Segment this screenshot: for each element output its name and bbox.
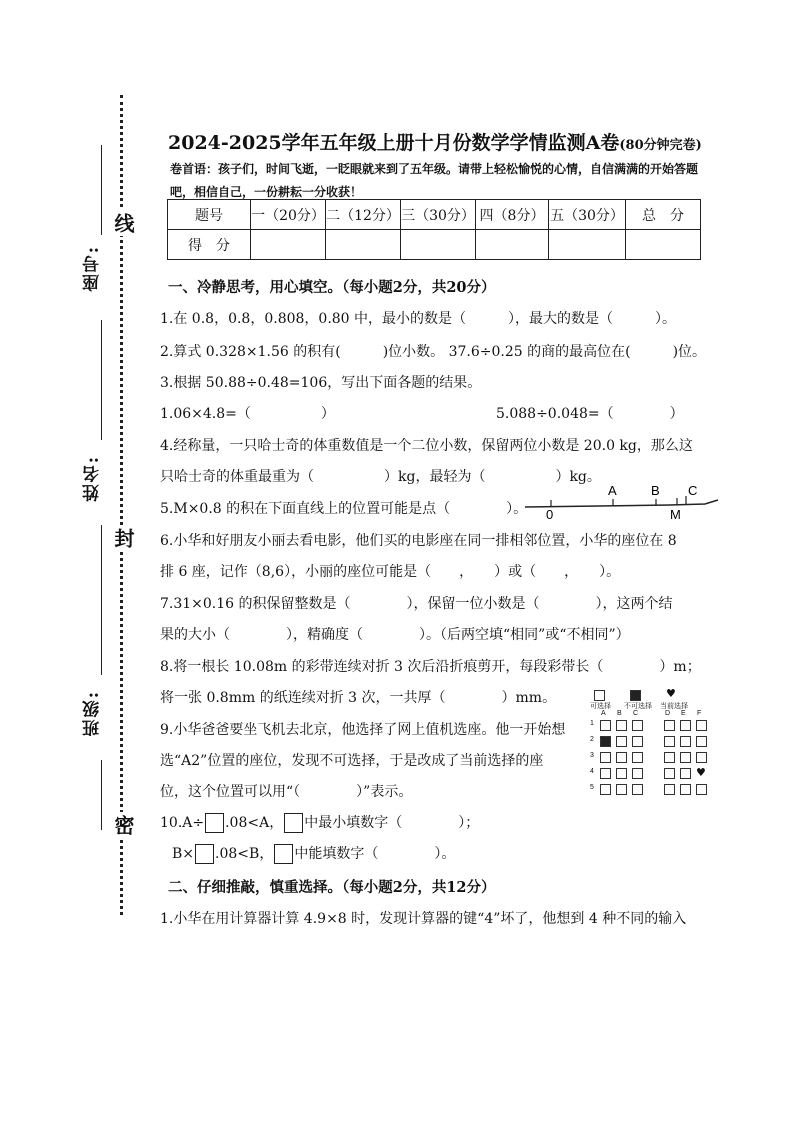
question-1: 1.在 0.8，0.8，0.808，0.80 中，最小的数是（ ），最大的数是（ ）。 <box>160 311 677 327</box>
seat-available[interactable] <box>680 752 691 763</box>
score-header-cell: 三（30分） <box>401 200 476 230</box>
legend-available-label: 可选择 <box>590 703 611 710</box>
seat-column-label: B <box>617 710 622 717</box>
number-line-axis <box>525 500 718 507</box>
seat-available[interactable] <box>696 736 707 747</box>
seat-available[interactable] <box>664 752 675 763</box>
score-table-score-row <box>168 230 701 260</box>
q10-expr-b: .08<A， <box>225 815 284 831</box>
question-6-line1: 6.小华和好朋友小丽去看电影，他们买的电影座在同一排相邻位置，小华的座位在 8 <box>160 533 677 549</box>
exam-time-note: (80分钟完卷) <box>619 138 702 153</box>
score-row-label: 得 分 <box>168 230 251 260</box>
q10-expr-c: 中最小填数字（ ）； <box>304 815 480 831</box>
q10-blank-box-ref <box>284 813 303 833</box>
section2-question-1: 1.小华在用计算器计算 4.9×8 时，发现计算器的键“4”坏了，他想到 4 种不同的输入 <box>160 911 687 927</box>
score-cell[interactable] <box>476 230 549 260</box>
seat-available[interactable] <box>664 768 675 779</box>
seat-row-label: 4 <box>590 768 594 775</box>
exam-intro: 卷首语：孩子们，时间飞逝，一眨眼就来到了五年级。请带上轻松愉悦的心情，自信满满的开始答题吧，相信自己，一份耕耘一分收获！ <box>170 162 699 199</box>
seat-available[interactable] <box>680 784 691 795</box>
seal-secret-char: 密 <box>109 812 138 838</box>
seat-available[interactable] <box>600 720 611 731</box>
score-header-cell: 题号 <box>168 200 251 230</box>
seat-available[interactable] <box>600 752 611 763</box>
question-6-line2: 排 6 座，记作（8,6），小丽的座位可能是（ ， ）或（ ， ）。 <box>160 564 621 580</box>
question-4-line1: 4.经称量，一只哈士奇的体重数值是一个二位小数，保留两位小数是 20.0 kg，那么这 <box>160 438 693 454</box>
seat-available[interactable] <box>600 768 611 779</box>
seat-available[interactable] <box>632 720 643 731</box>
seat-available[interactable] <box>664 736 675 747</box>
q10-blank-box-2-ref <box>274 844 293 864</box>
seat-available[interactable] <box>680 736 691 747</box>
question-4-line2: 只哈士奇的体重最重为（ ）kg，最轻为（ ）kg。 <box>160 469 601 485</box>
score-header-cell: 一（20分） <box>251 200 326 230</box>
question-3b: 5.088÷0.048=（ ） <box>496 406 684 422</box>
legend-unavailable-icon <box>630 690 641 701</box>
name-field[interactable] <box>101 525 102 675</box>
seat-available[interactable] <box>616 720 627 731</box>
q10-expr-d: B× <box>172 846 195 862</box>
q10-expr-f: 中能填数字（ ）。 <box>294 846 456 862</box>
seal-seal-char: 封 <box>109 525 138 551</box>
seat-number-field[interactable] <box>101 145 102 235</box>
section2-heading: 二、仔细推敲，慎重选择。（每小题2分，共12分） <box>168 879 496 896</box>
score-table <box>167 199 701 260</box>
point-label-0: 0 <box>546 507 554 522</box>
seat-row-label: 5 <box>590 784 594 791</box>
exam-title-text: 2024-2025学年五年级上册十月份数学学情监测A卷 <box>168 132 620 154</box>
score-cell[interactable] <box>626 230 701 260</box>
seat-column-label: E <box>681 710 686 717</box>
score-table-header-row <box>168 200 701 230</box>
legend-available-icon <box>594 690 605 701</box>
score-header-cell: 总 分 <box>626 200 701 230</box>
question-7-line1: 7.31×0.16 的积保留整数是（ ），保留一位小数是（ ），这两个结 <box>160 596 673 612</box>
q10-blank-box[interactable] <box>205 813 224 833</box>
seat-column-label: D <box>665 710 671 717</box>
seat-column-label: A <box>601 710 606 717</box>
question-2: 2.算式 0.328×1.56 的积有( )位小数。 37.6÷0.25 的商的最高位在( )位。 <box>160 344 707 360</box>
class-field[interactable] <box>101 760 102 830</box>
point-label-c: C <box>688 483 698 498</box>
legend-selected-label: 当前选择 <box>660 703 688 710</box>
question-9-line3: 位，这个位置可以用“（ ）”表示。 <box>160 784 413 800</box>
seat-selected-heart-icon[interactable]: ♥ <box>696 766 706 779</box>
seat-available[interactable] <box>632 736 643 747</box>
score-cell[interactable] <box>401 230 476 260</box>
seat-available[interactable] <box>696 752 707 763</box>
seat-available[interactable] <box>680 720 691 731</box>
question-3: 3.根据 50.88÷0.48=106，写出下面各题的结果。 <box>160 375 482 391</box>
seat-available[interactable] <box>696 720 707 731</box>
question-9-line1: 9.小华爸爸要坐飞机去北京，他选择了网上值机选座。他一开始想 <box>160 722 566 738</box>
seat-available[interactable] <box>696 784 707 795</box>
seat-available[interactable] <box>632 752 643 763</box>
seat-available[interactable] <box>664 720 675 731</box>
score-header-cell: 二（12分） <box>326 200 401 230</box>
score-header-cell: 五（30分） <box>549 200 626 230</box>
score-cell[interactable] <box>251 230 326 260</box>
point-label-a: A <box>608 483 617 498</box>
seat-column-label: C <box>633 710 639 717</box>
seal-line-char: 线 <box>109 210 138 236</box>
score-cell[interactable] <box>326 230 401 260</box>
name-label: 姓名: <box>83 455 103 502</box>
seat-number-label: 座号: <box>83 245 103 292</box>
seat-column-label: F <box>697 710 702 717</box>
exam-title <box>168 128 702 155</box>
seat-unavailable[interactable] <box>600 736 611 747</box>
question-9-line2: 选“A2”位置的座位，发现不可选择，于是改成了当前选择的座 <box>160 753 544 769</box>
q10-expr-a: 10.A÷ <box>160 815 205 831</box>
score-header-cell: 四（8分） <box>476 200 549 230</box>
question-8-line1: 8.将一根长 10.08m 的彩带连续对折 3 次后沿折痕剪开，每段彩带长（ ）m； <box>160 659 701 675</box>
legend-unavailable-label: 不可选择 <box>624 703 652 710</box>
seat-number-line <box>101 320 102 440</box>
number-line <box>520 482 720 522</box>
seat-available[interactable] <box>600 784 611 795</box>
point-label-b: B <box>651 483 660 498</box>
seat-available[interactable] <box>680 768 691 779</box>
question-8-line2: 将一张 0.8mm 的纸连续对折 3 次，一共厚（ ）mm。 <box>160 690 557 706</box>
score-cell[interactable] <box>549 230 626 260</box>
seat-row-label: 1 <box>590 720 594 727</box>
question-3a: 1.06×4.8=（ ） <box>160 406 335 422</box>
seat-available[interactable] <box>632 784 643 795</box>
question-10-line1 <box>160 812 479 833</box>
seat-available[interactable] <box>616 768 627 779</box>
seat-available[interactable] <box>632 768 643 779</box>
question-5: 5.M×0.8 的积在下面直线上的位置可能是点（ ）。 <box>160 501 528 517</box>
section1-heading: 一、冷静思考，用心填空。（每小题2分，共20分） <box>168 279 496 296</box>
question-7-line2: 果的大小（ ），精确度（ ）。（后两空填“相同”或“不相同”） <box>160 627 630 643</box>
seat-available[interactable] <box>616 752 627 763</box>
seat-row-label: 3 <box>590 752 594 759</box>
seat-available[interactable] <box>616 784 627 795</box>
legend-selected-heart-icon: ♥ <box>666 687 676 700</box>
seat-available[interactable] <box>664 784 675 795</box>
seat-available[interactable] <box>616 736 627 747</box>
seat-grid <box>590 712 720 800</box>
seat-row-label: 2 <box>590 736 594 743</box>
seat-map <box>590 687 720 800</box>
class-label: 班级: <box>83 690 103 737</box>
q10-blank-box-2[interactable] <box>195 844 214 864</box>
q10-expr-e: .08<B， <box>215 846 274 862</box>
point-label-m: M <box>670 507 681 522</box>
question-10-line2 <box>172 843 455 864</box>
